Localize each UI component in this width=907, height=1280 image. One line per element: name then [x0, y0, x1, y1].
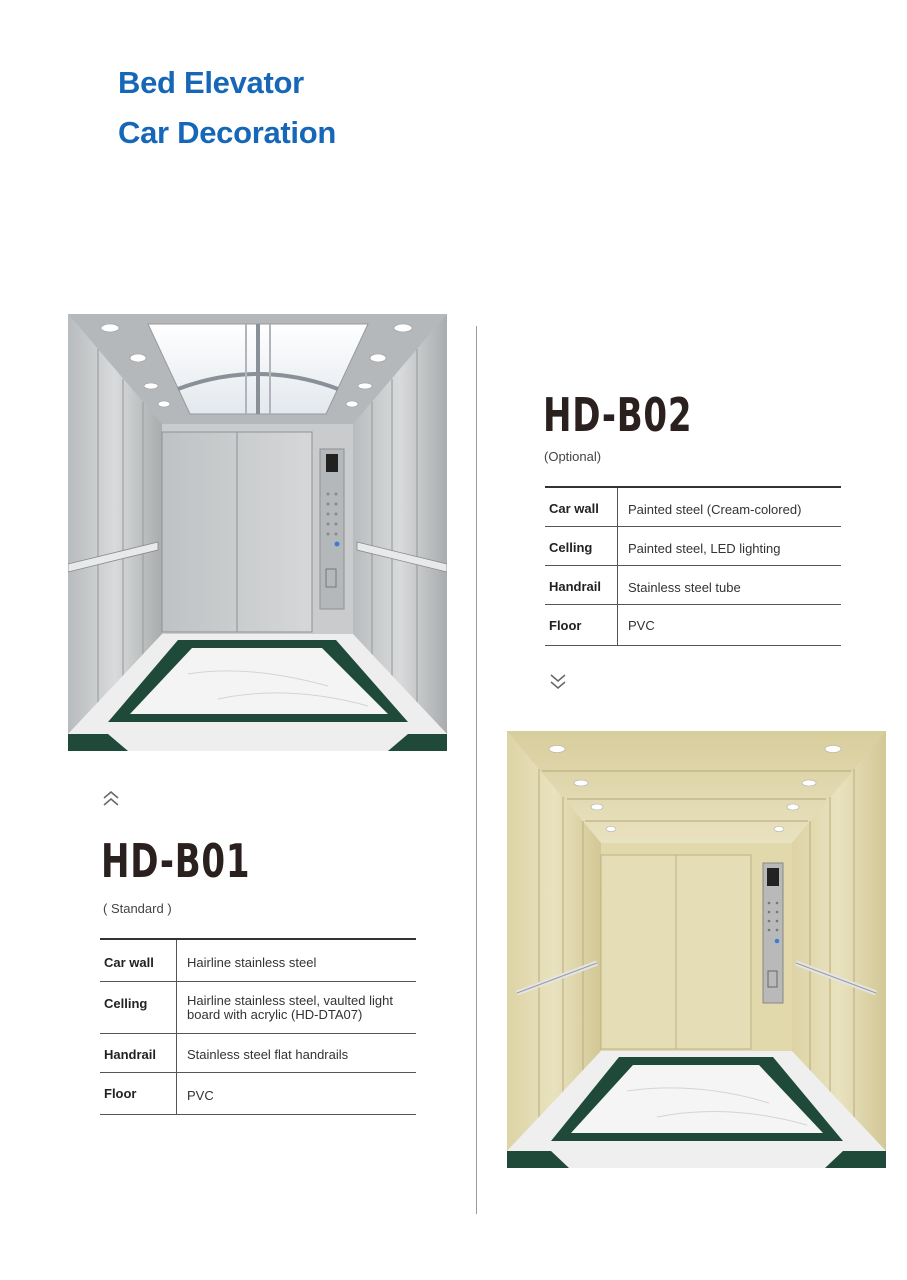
page-title: [118, 58, 336, 158]
spec-label: Handrail: [545, 565, 618, 604]
spec-row: [100, 1072, 416, 1114]
spec-label: Car wall: [545, 487, 618, 526]
model-title-hd-b02: HD-B02: [543, 388, 693, 442]
spec-value: Stainless steel tube: [618, 565, 842, 604]
spec-row: [545, 526, 841, 565]
spec-label: Handrail: [100, 1033, 177, 1072]
spec-label: Floor: [100, 1072, 177, 1114]
spec-row: [100, 981, 416, 1033]
spec-row: [100, 1033, 416, 1072]
spec-table-hd-b02: [545, 486, 841, 646]
spec-value: PVC: [618, 604, 842, 645]
spec-row: [545, 565, 841, 604]
double-chevron-up-icon: [102, 789, 120, 814]
double-chevron-down-icon: [549, 672, 567, 697]
spec-label: Car wall: [100, 939, 177, 981]
spec-value: Hairline stainless steel: [177, 939, 417, 981]
center-divider: [476, 326, 477, 1214]
spec-value: Stainless steel flat handrails: [177, 1033, 417, 1072]
spec-row: [100, 939, 416, 981]
elevator-photo-hd-b01: [68, 314, 447, 751]
spec-value: Painted steel (Cream-colored): [618, 487, 842, 526]
title-line-1: Bed Elevator: [118, 65, 304, 100]
model-subtitle-hd-b02: (Optional): [544, 449, 602, 464]
elevator-photo-hd-b02: [507, 731, 886, 1168]
spec-row: [545, 604, 841, 645]
model-title-hd-b01: HD-B01: [101, 834, 251, 888]
spec-table-hd-b01: [100, 938, 416, 1115]
title-line-2: Car Decoration: [118, 115, 337, 150]
spec-row: [545, 487, 841, 526]
model-subtitle-hd-b01: ( Standard ): [103, 901, 172, 916]
spec-label: Celling: [545, 526, 618, 565]
spec-value: Painted steel, LED lighting: [618, 526, 842, 565]
spec-value: PVC: [177, 1072, 417, 1114]
spec-label: Floor: [545, 604, 618, 645]
spec-value: Hairline stainless steel, vaulted light board with acrylic (HD-DTA07): [177, 981, 417, 1033]
spec-label: Celling: [100, 981, 177, 1033]
